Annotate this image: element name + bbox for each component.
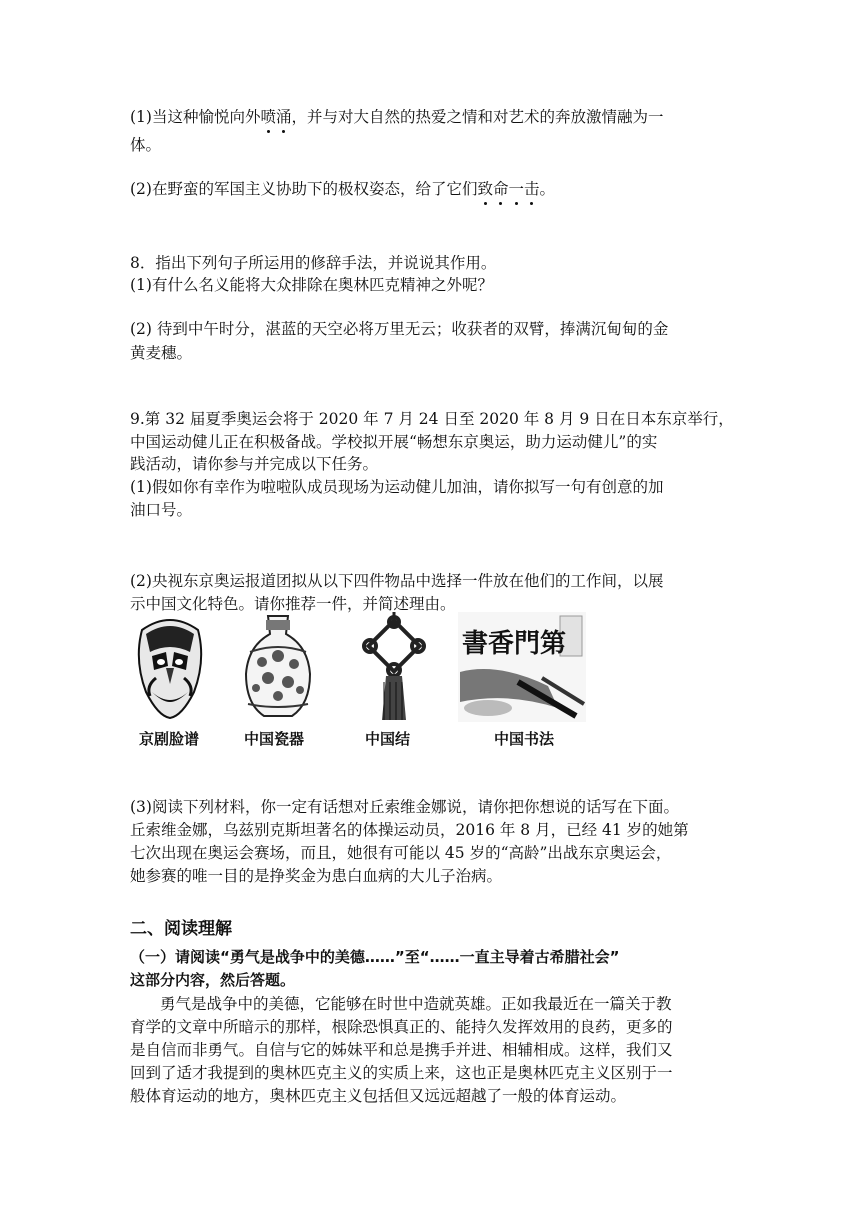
passage-text: 育学的文章中所暗示的那样，根除恐惧真正的、能持久发挥效用的良药，更多的 [130,1018,673,1036]
emphasis-char: 喷 [260,108,276,126]
q9-task-2-cont: 示中国文化特色。请你推荐一件，并简述理由。 [130,595,456,613]
emphasis-char: 命 [492,180,509,198]
q7-s1-text: (1)当这种愉悦向外 [130,108,261,126]
item-caption-calligraphy: 中国书法 [494,730,555,748]
q8-sentence-1: (1)有什么名义能将大众排除在奥林匹克精神之外呢？ [130,276,493,294]
q9-task-2: (2)央视东京奥运报道团拟从以下四件物品中选择一件放在他们的工作间，以展 [130,572,664,590]
subsection-heading: （一）请阅读“勇气是战争中的美德……”至“……一直主导着古希腊社会” [130,948,620,966]
q9-intro-cont: 践活动，请你参与并完成以下任务。 [130,455,379,473]
item-caption-porcelain: 中国瓷器 [244,730,305,748]
q9-intro-cont: 中国运动健儿正在积极备战。学校拟开展“畅想东京奥运，助力运动健儿”的实 [130,433,658,451]
q7-s2-text: 。 [539,180,556,198]
section-heading: 二、阅读理解 [130,919,232,939]
q9-task-3: (3)阅读下列材料，你一定有话想对丘索维金娜说，请你把你想说的话写在下面。 [130,798,679,816]
passage-text: 勇气是战争中的美德，它能够在时世中造就英雄。正如我最近在一篇关于教 [160,995,672,1013]
item-caption-opera-mask: 京剧脸谱 [139,730,200,748]
q8-sentence-2-cont: 黄麦穗。 [130,344,193,362]
emphasis-char: 涌 [275,108,292,126]
subsection-heading-cont: 这部分内容，然后答题。 [130,971,296,989]
q9-task-1: (1)假如你有幸作为啦啦队成员现场为运动健儿加油，请你拟写一句有创意的加 [130,478,664,496]
calligraphy-image [458,612,586,722]
emphasis-char: 一 [508,180,525,198]
peking-opera-mask-image [132,612,208,722]
calligraphy-art-text: 書香門第 [462,629,567,659]
q8-sentence-2: (2) 待到中午时分，湛蓝的天空必将万里无云；收获者的双臂，捧满沉甸甸的金 [130,320,669,338]
emphasis-char: 击 [524,180,540,198]
q9-task-3-material: 丘索维金娜，乌兹别克斯坦著名的体操运动员，2016 年 8 月，已经 41 岁的她第 [130,821,689,839]
q9-task-3-material: 七次出现在奥运会赛场，而且，她很有可能以 45 岁的“高龄”出战东京奥运会， [130,844,672,862]
q7-s2-text: (2)在野蛮的军国主义协助下的极权姿态，给了它们 [130,180,478,198]
q7-s1-text: ，并与对大自然的热爱之情和对艺术的奔放激情融为一 [291,108,664,126]
q8-title: 8．指出下列句子所运用的修辞手法，并说说其作用。 [130,254,497,272]
passage-text: 回到了适才我提到的奥林匹克主义的实质上来，这也正是奥林匹克主义区别于一 [130,1064,673,1082]
item-caption-knot: 中国结 [365,730,411,748]
q9-intro: 9.第 32 届夏季奥运会将于 2020 年 7 月 24 日至 2020 年 8 月 9 日在日本东京举行， [130,410,734,428]
passage-text: 般体育运动的地方，奥林匹克主义包括但又远远超越了一般的体育运动。 [130,1087,627,1105]
q9-task-1-cont: 油口号。 [130,501,193,519]
q7-sentence-1 [130,106,730,128]
emphasis-char: 致 [477,180,493,198]
q7-sentence-2 [130,178,730,200]
porcelain-vase-image [242,612,314,722]
chinese-knot-image [356,612,432,722]
passage-text: 是自信而非勇气。自信与它的姊妹平和总是携手并进、相辅相成。这样，我们又 [130,1041,673,1059]
q9-task-3-material: 她参赛的唯一目的是挣奖金为患白血病的大儿子治病。 [130,867,503,885]
q7-sentence-1-cont: 体。 [130,136,162,154]
